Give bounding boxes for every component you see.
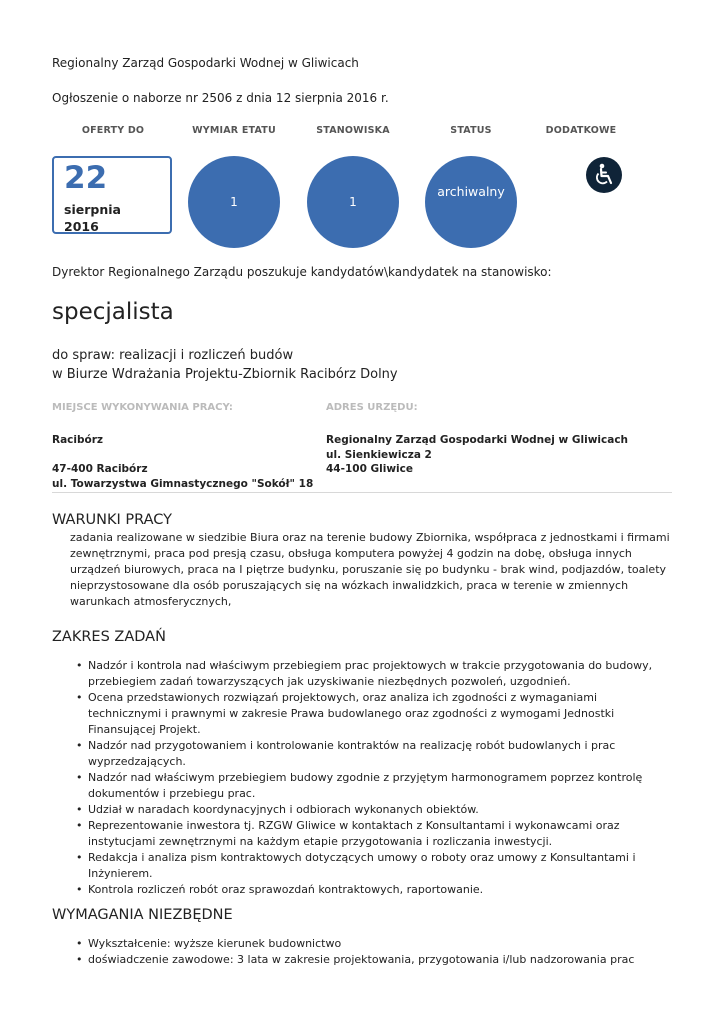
wheelchair-accessibility-icon [586,157,622,193]
status-value: archiwalny [437,184,505,199]
positions-value: 1 [349,195,357,209]
positions-circle [307,156,399,248]
column-header-positions: STANOWISKA [316,125,390,136]
list-item: • doświadczenie zawodowe: 3 lata w zakresie projektowania, przygotowania i/lub nadzorowania prac [88,952,673,968]
work-place-label: MIEJSCE WYKONYWANIA PRACY: [52,402,233,413]
column-header-status: STATUS [450,125,492,136]
list-item: • Kontrola rozliczeń robót oraz sprawozdań kontraktowych, raportowanie. [88,882,673,898]
notice-title: Ogłoszenie o naborze nr 2506 z dnia 12 sierpnia 2016 r. [52,91,389,105]
etat-value: 1 [230,195,238,209]
deadline-month: sierpnia [64,202,121,217]
intro-text: Dyrektor Regionalnego Zarządu poszukuje kandydatów\kandydatek na stanowisko: [52,265,552,279]
status-circle [425,156,517,248]
office-address-label: ADRES URZĘDU: [326,402,418,413]
office-postal: 44-100 Gliwice [326,463,414,475]
office-name: Regionalny Zarząd Gospodarki Wodnej w Gliwicach [326,434,629,446]
list-item: • Redakcja i analiza pism kontraktowych dotyczących umowy o roboty oraz umowy z Konsultantami i Inżynierem. [88,850,673,882]
list-item: • Ocena przedstawionych rozwiązań projektowych, oraz analiza ich zgodności z wymaganiami technicznymi i prawnymi w zakresie Prawa budowlanego oraz zgodności z wymogami Jednostki Finansującej Projekt. [88,690,673,738]
work-place-postal: 47-400 Racibórz [52,463,148,475]
position-title: specjalista [52,299,174,325]
etat-circle [188,156,280,248]
conditions-text: zadania realizowane w siedzibie Biura oraz na terenie budowy Zbiornika, współpraca z jednostkami i firmami zewnętrznymi, praca pod presją czasu, obsługa komputera powyżej 4 godzin na dobę, obsługa innych urządzeń biurowych, praca na I piętrze budynku, poruszanie się po budynku - brak wind, podjazdów, toalety nieprzystosowane dla osób poruszających się na wózkach inwalidzkich, praca w terenie w zmiennych warunkach atmosferycznych, [70,531,670,608]
requirements-heading: WYMAGANIA NIEZBĘDNE [52,907,233,923]
deadline-year: 2016 [64,219,99,234]
list-item: • Udział w naradach koordynacyjnych i odbiorach wykonanych obiektów. [88,802,673,818]
column-header-extra: DODATKOWE [545,125,617,136]
work-place-street: ul. Towarzystwa Gimnastycznego "Sokół" 18 [52,478,314,490]
column-header-etat: WYMIAR ETATU [192,125,276,136]
organization-name: Regionalny Zarząd Gospodarki Wodnej w Gliwicach [52,56,359,70]
conditions-heading: WARUNKI PRACY [52,512,173,528]
list-item: • Reprezentowanie inwestora tj. RZGW Gliwice w kontaktach z Konsultantami i wykonawcami oraz instytucjami zewnętrznymi na każdym etapie przygotowania i rozliczania inwestycji. [88,818,673,850]
column-header-deadline: OFERTY DO [81,125,145,136]
requirements-list [88,936,673,968]
list-item: • Nadzór nad przygotowaniem i kontrolowanie kontraktów na realizację robót budowlanych i prac wyprzedzających. [88,738,673,770]
section-divider [52,492,672,493]
list-item: • Wykształcenie: wyższe kierunek budownictwo [88,936,673,952]
duties-list [88,658,673,898]
duties-heading: ZAKRES ZADAŃ [52,629,166,645]
deadline-day: 22 [64,160,108,196]
office-street: ul. Sienkiewicza 2 [326,449,432,461]
list-item: • Nadzór i kontrola nad właściwym przebiegiem prac projektowych w trakcie przygotowania do budowy, przebiegiem zadań towarzyszących jak uzyskiwanie niezbędnych pozwoleń, uzgodnień. [88,658,673,690]
list-item: • Nadzór nad właściwym przebiegiem budowy zgodnie z przyjętym harmonogramem poprzez kontrolę dokumentów i przebiegu prac. [88,770,673,802]
position-department: w Biurze Wdrażania Projektu-Zbiornik Racibórz Dolny [52,367,398,382]
position-subtitle: do spraw: realizacji i rozliczeń budów [52,348,294,363]
deadline-date-box [52,156,172,234]
work-place-city: Racibórz [52,434,104,446]
